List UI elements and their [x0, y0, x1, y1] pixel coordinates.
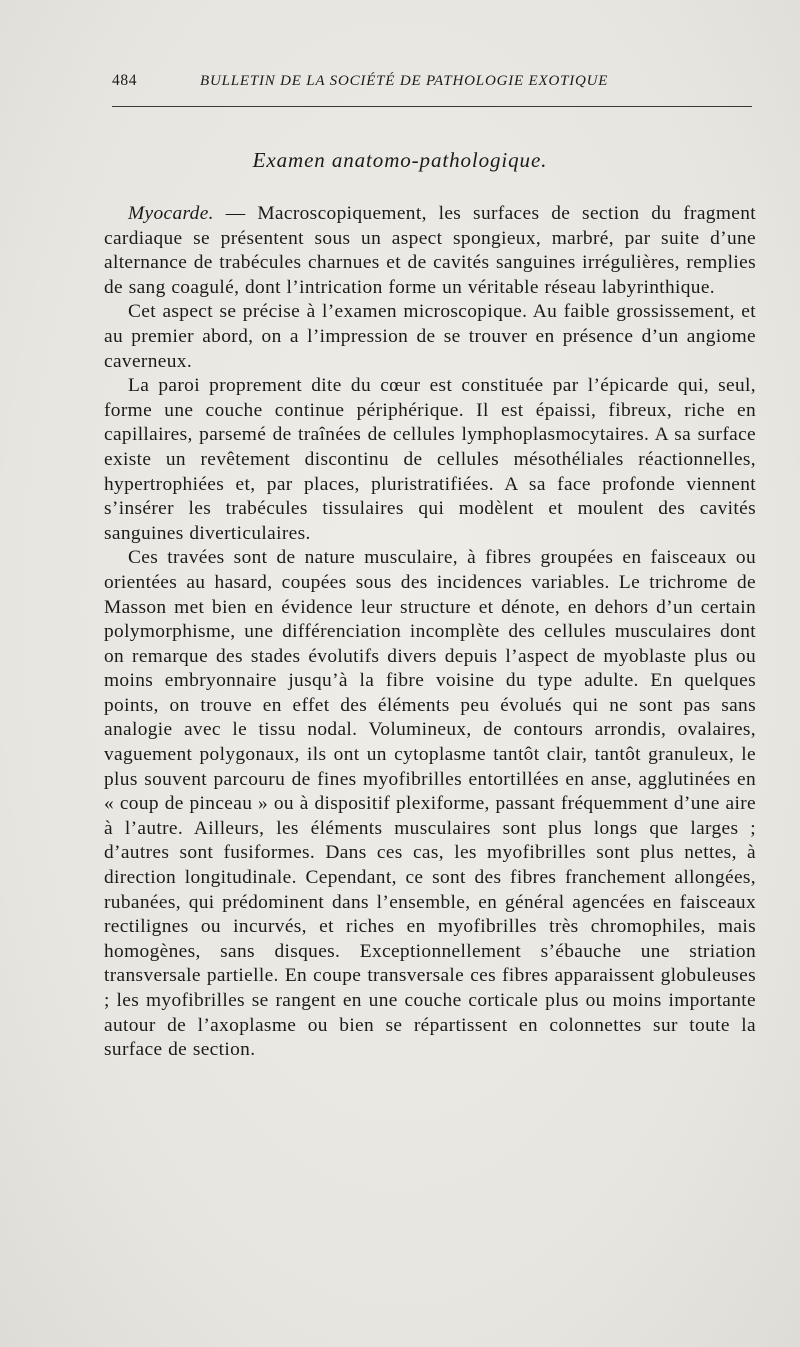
page-number: 484	[112, 72, 138, 89]
paragraph: Cet aspect se précise à l’examen microscopique. Au faible grossissement, et au premier abord, on a l’impression de se trouver en présence d’un angiome caverneux.	[104, 301, 756, 372]
paragraph-text: — Macroscopiquement, les surfaces de section du fragment cardiaque se présentent sous un aspect spongieux, marbré, par suite d’une alternance de trabécules charnues et de cavités sanguines irrégulières, remplies de sang coagulé, dont l’intrication forme un véritable réseau labyrinthique.	[104, 203, 756, 298]
section-heading: Examen anatomo-pathologique.	[252, 148, 548, 172]
paragraph-lead: Myocarde.	[128, 203, 214, 224]
journal-title: BULLETIN DE LA SOCIÉTÉ DE PATHOLOGIE EXOTIQUE	[200, 73, 609, 89]
body-text	[104, 202, 756, 1063]
running-head	[112, 72, 752, 100]
paragraph: Ces travées sont de nature musculaire, à fibres groupées en faisceaux ou orientées au hasard, coupées sous des incidences variables. Le trichrome de Masson met bien en évidence leur structure et dénote, en dehors d’un certain polymorphisme, une différenciation incomplète des cellules musculaires dont on remarque des stades évolutifs divers depuis l’aspect de myoblaste plus ou moins embryonnaire jusqu’à la fibre voisine du type adulte. En quelques points, on trouve en effet des éléments peu évolués qui ne sont pas sans analogie avec le tissu nodal. Volumineux, de contours arrondis, ovalaires, vaguement polygonaux, ils ont un cytoplasme tantôt clair, tantôt granuleux, le plus souvent parcouru de fines myofibrilles entortillées en anse, agglutinées en « coup de pinceau » ou à dispositif plexiforme, passant fréquemment d’une aire à l’autre. Ailleurs, les éléments musculaires sont plus longs que larges ; d’autres sont fusiformes. Dans ces cas, les myofibrilles sont plus nettes, à direction longitudinale. Cependant, ce sont des fibres franchement allongées, rubanées, qui prédominent dans l’ensemble, en général agencées en faisceaux rectilignes ou incurvés, et riches en myofibrilles très chromophiles, mais homogènes, sans disques. Exceptionnellement s’ébauche une striation transversale partielle. En coupe transversale ces fibres apparaissent globuleuses ; les myofibrilles se rangent en une couche corticale plus ou moins importante autour de l’axoplasme ou bien se répartissent en colonnettes sur toute la surface de section.	[104, 547, 756, 1061]
paragraph-myocarde	[104, 202, 756, 300]
paragraph: La paroi proprement dite du cœur est constituée par l’épicarde qui, seul, forme une couche continue périphérique. Il est épaissi, fibreux, riche en capillaires, parsemé de traînées de cellules lymphoplasmocytaires. A sa surface existe un revêtement discontinu de cellules mésothéliales réactionnelles, hypertrophiées et, par places, pluristratifiées. A sa face profonde viennent s’insérer les trabécules tissulaires qui modèlent et moulent des cavités sanguines diverticulaires.	[104, 375, 756, 544]
header-rule	[112, 106, 752, 107]
